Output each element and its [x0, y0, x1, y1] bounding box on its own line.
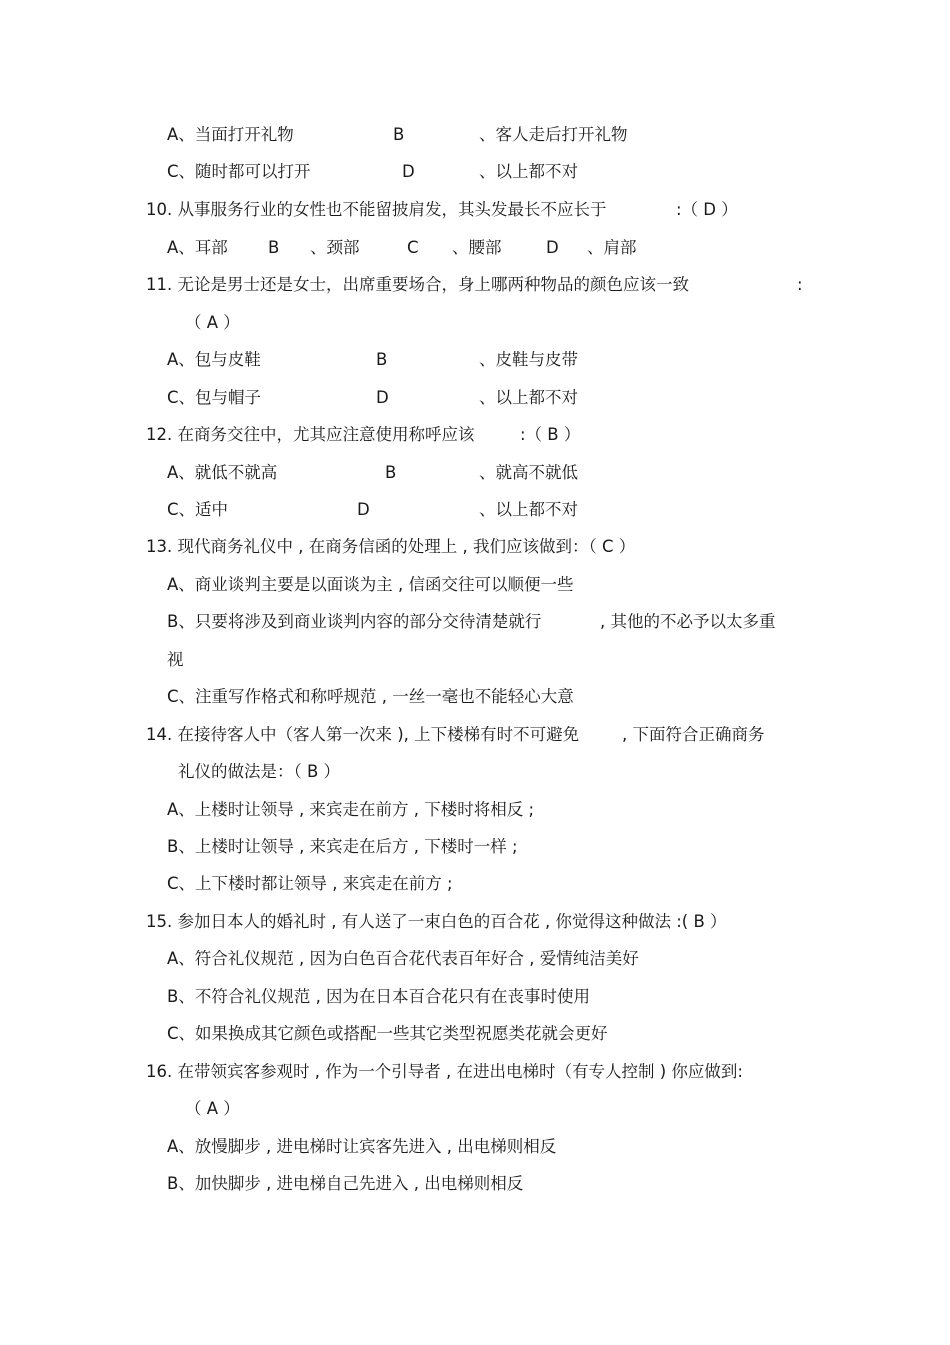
option-b-text: 、颈部	[310, 238, 360, 257]
option-a: A、耳部	[167, 238, 228, 257]
question-answer: :（ B ）	[520, 425, 581, 444]
option-d-letter: D	[357, 500, 370, 519]
option-b-letter: B	[385, 463, 397, 482]
option-d-letter: D	[376, 388, 389, 407]
question-stem-wrap-text: 礼仪的做法是：（ B ）	[178, 762, 341, 781]
option-d-letter: D	[402, 162, 415, 181]
option-a: A、包与皮鞋	[167, 350, 261, 369]
option-b: B、上楼时让领导 , 来宾走在后方 , 下楼时一样 ;	[167, 837, 518, 856]
question-answer: （ A ）	[185, 1099, 240, 1118]
option-a: A、符合礼仪规范 , 因为白色百合花代表百年好合 , 爱情纯洁美好	[167, 949, 639, 968]
option-c: C、适中	[167, 500, 229, 519]
option-c-text: 、腰部	[452, 238, 502, 257]
question-stem: 15. 参加日本人的婚礼时 , 有人送了一束白色的百合花 , 你觉得这种做法 :( B ）	[146, 912, 727, 931]
option-b: B、只要将涉及到商业谈判内容的部分交待清楚就行	[167, 612, 542, 631]
option-b: B、不符合礼仪规范 , 因为在日本百合花只有在丧事时使用	[167, 987, 591, 1006]
option-a: A、放慢脚步 , 进电梯时让宾客先进入 , 出电梯则相反	[167, 1137, 557, 1156]
question-stem-continued: , 下面符合正确商务	[622, 725, 765, 744]
option-b-letter: B	[393, 125, 405, 144]
option-b-continued: , 其他的不必予以太多重	[600, 612, 776, 631]
option-b-wrap: 视	[167, 650, 184, 669]
option-c-letter: C	[407, 238, 419, 257]
option-c: C、注重写作格式和称呼规范 , 一丝一毫也不能轻心大意	[167, 687, 574, 706]
option-b-text: 、就高不就低	[479, 463, 578, 482]
option-d-text: 、肩部	[587, 238, 637, 257]
option-c: C、随时都可以打开	[167, 162, 311, 181]
option-c: C、如果换成其它颜色或搭配一些其它类型祝愿类花就会更好	[167, 1024, 608, 1043]
question-stem: 14. 在接待客人中（客人第一次来 ), 上下楼梯有时不可避免	[146, 725, 580, 744]
option-a: A、上楼时让领导 , 来宾走在前方 , 下楼时将相反 ;	[167, 800, 535, 819]
question-answer: （ A ）	[185, 313, 240, 332]
question-answer: :（ D ）	[676, 200, 738, 219]
option-d-letter: D	[546, 238, 559, 257]
question-stem: 16. 在带领宾客参观时 , 作为一个引导者 , 在进出电梯时（有专人控制 ) 你应做到:	[146, 1062, 743, 1081]
option-b: B、加快脚步 , 进电梯自己先进入 , 出电梯则相反	[167, 1174, 524, 1193]
option-d-text: 、以上都不对	[479, 162, 578, 181]
option-b-text: 、客人走后打开礼物	[479, 125, 628, 144]
question-stem: 12. 在商务交往中，尤其应注意使用称呼应该	[146, 425, 475, 444]
question-stem: 13. 现代商务礼仪中 , 在商务信函的处理上 , 我们应该做到：（ C ）	[146, 537, 636, 556]
option-a: A、当面打开礼物	[167, 125, 294, 144]
option-b-letter: B	[268, 238, 280, 257]
question-stem: 10. 从事服务行业的女性也不能留披肩发，其头发最长不应长于	[146, 200, 607, 219]
option-b-letter: B	[376, 350, 388, 369]
option-a: A、就低不就高	[167, 463, 278, 482]
option-a: A、商业谈判主要是以面谈为主 , 信函交往可以顺便一些	[167, 575, 574, 594]
option-c: C、包与帽子	[167, 388, 262, 407]
question-stem: 11. 无论是男士还是女士，出席重要场合，身上哪两种物品的颜色应该一致	[146, 275, 689, 294]
option-d-text: 、以上都不对	[479, 500, 578, 519]
option-d-text: 、以上都不对	[479, 388, 578, 407]
option-c: C、上下楼时都让领导 , 来宾走在前方 ;	[167, 874, 453, 893]
question-colon: :	[797, 275, 803, 294]
option-b-text: 、皮鞋与皮带	[479, 350, 578, 369]
